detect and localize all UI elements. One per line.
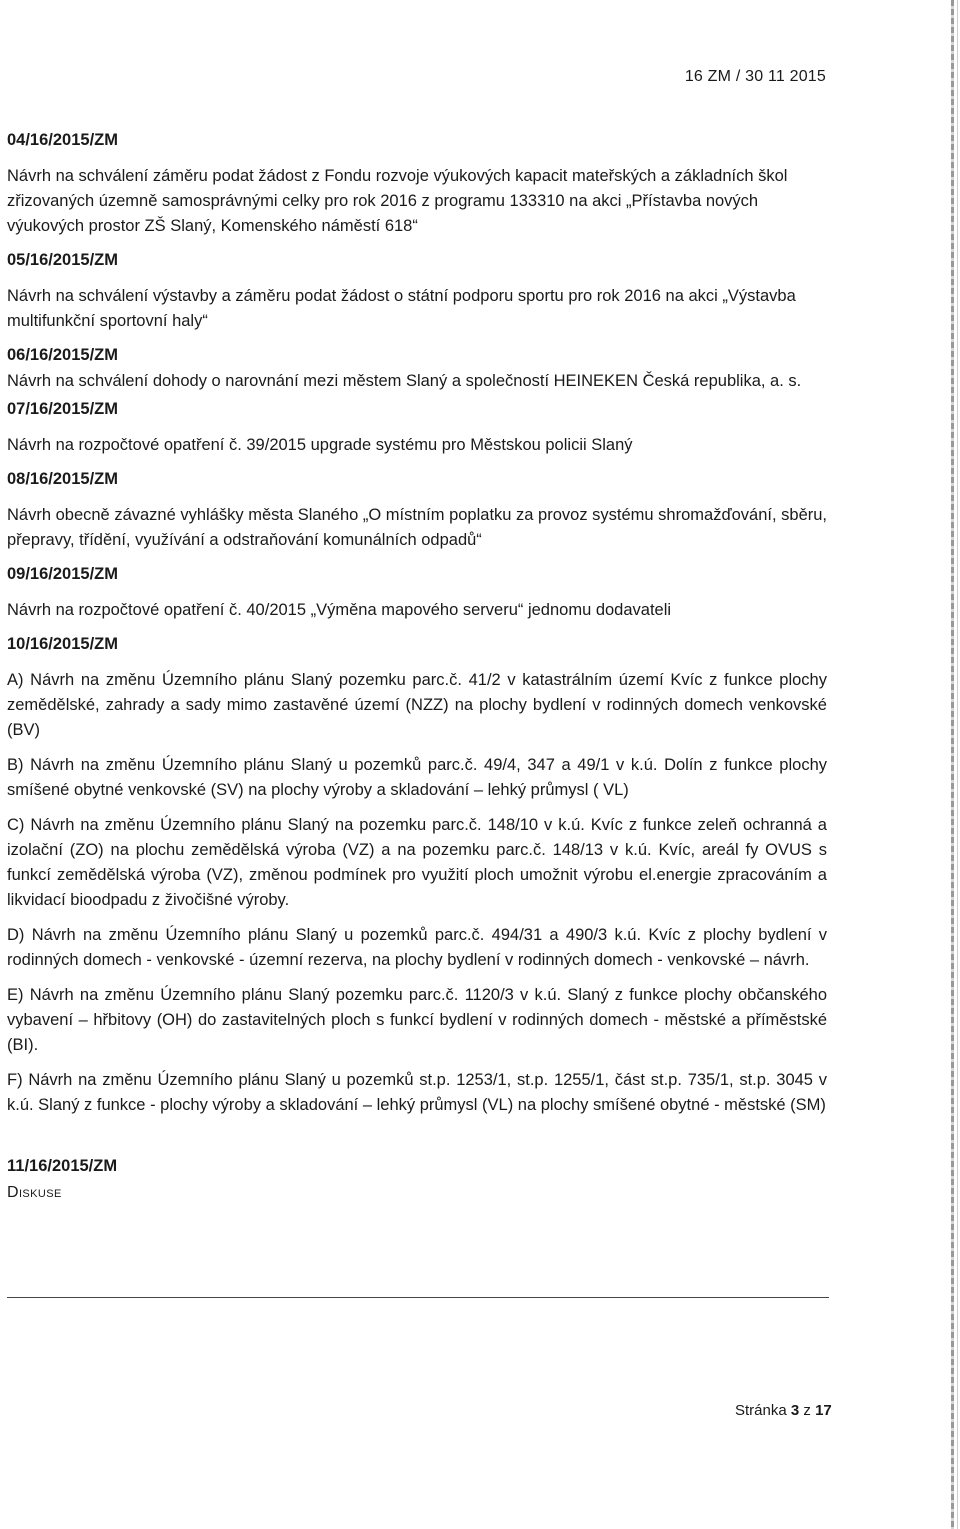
subitem-e: E) Návrh na změnu Územního plánu Slaný pozemku parc.č. 1120/3 v k.ú. Slaný z funkce plochy občanského vybavení – hřbitovy (OH) do zastavitelných ploch s funkcí bydlení v rodinných domech - městské a příměstské (BI). (7, 986, 827, 1054)
item-code: 11/16/2015/ZM (7, 1157, 118, 1175)
page-label: Stránka (735, 1402, 787, 1419)
subitem-d: D) Návrh na změnu Územního plánu Slaný u pozemků parc.č. 494/31 a 490/3 k.ú. Kvíc z plochy bydlení v rodinných domech - venkovské - územní rezerva, na plochy bydlení v rodinných domech - venkovské – návrh. (7, 926, 827, 969)
agenda-item-08 (7, 467, 827, 553)
item-text: Návrh obecně závazné vyhlášky města Slaného „O místním poplatku za provoz systému shromažďování, sběru, přepravy, třídění, využívání a odstraňování komunálních odpadů“ (7, 506, 827, 549)
item-code: 04/16/2015/ZM (7, 131, 118, 149)
item-text: Návrh na rozpočtové opatření č. 40/2015 „Výměna mapového serveru“ jednomu dodavateli (7, 601, 672, 619)
item-code: 05/16/2015/ZM (7, 251, 118, 269)
item-code: 07/16/2015/ZM (7, 400, 118, 418)
scan-edge-line (951, 0, 954, 1529)
item-code: 08/16/2015/ZM (7, 470, 118, 488)
meeting-reference: 16 ZM / 30 11 2015 (684, 68, 826, 85)
page-of: z (803, 1402, 811, 1419)
subitem-c: C) Návrh na změnu Územního plánu Slaný na pozemku parc.č. 148/10 v k.ú. Kvíc z funkce zeleň ochranná a izolační (ZO) na plochu zemědělská výroba (VZ) a na pozemku parc.č. 148/13 v k.ú. Kvíc, areál fy OVUS s funkcí zemědělská výroba (VZ), změnou podmínek pro využití ploch umožnit výrobu el.energie zpracováním a likvidací bioodpadu z živočišné výroby. (7, 816, 827, 909)
subitem-a: A) Návrh na změnu Územního plánu Slaný pozemku parc.č. 41/2 v katastrálním území Kvíc z funkce plochy zemědělské, zahrady a sady mimo zastavěné území (NZZ) na plochy bydlení v rodinných domech venkovské (BV) (7, 671, 827, 739)
subitem-f: F) Návrh na změnu Územního plánu Slaný u pozemků st.p. 1253/1, st.p. 1255/1, část st.p. 735/1, st.p. 3045 v k.ú. Slaný z funkce - plochy výroby a skladování – lehký průmysl (VL) na plochy smíšené obytné - městské (SM) (7, 1071, 827, 1114)
footer-divider (7, 1297, 829, 1298)
item-code: 06/16/2015/ZM (7, 346, 118, 364)
item-text: Návrh na schválení výstavby a záměru podat žádost o státní podporu sportu pro rok 2016 na akci „Výstavba multifunkční sportovní haly“ (7, 287, 796, 330)
item-code: 09/16/2015/ZM (7, 565, 118, 583)
agenda-item-11 (7, 1154, 827, 1205)
item-text: Diskuse (7, 1184, 62, 1201)
scan-edge-line-secondary (957, 0, 958, 1529)
agenda-item-05 (7, 248, 827, 334)
agenda-item-06 (7, 343, 827, 394)
item-code: 10/16/2015/ZM (7, 635, 118, 653)
item-text: Návrh na schválení záměru podat žádost z Fondu rozvoje výukových kapacit mateřských a základních škol zřizovaných územně samosprávnými celky pro rok 2016 z programu 133310 na akci „Přístavba nových výukových prostor ZŠ Slaný, Komenského náměstí 618“ (7, 167, 788, 235)
agenda-item-10 (7, 632, 827, 1118)
item-text: Návrh na rozpočtové opatření č. 39/2015 upgrade systému pro Městskou policii Slaný (7, 436, 633, 454)
agenda-item-04 (7, 128, 827, 239)
page-total: 17 (815, 1402, 832, 1419)
agenda-item-09 (7, 562, 827, 623)
item-text: Návrh na schválení dohody o narovnání mezi městem Slaný a společností HEINEKEN Česká republika, a. s. (7, 372, 802, 390)
subitem-b: B) Návrh na změnu Územního plánu Slaný u pozemků parc.č. 49/4, 347 a 49/1 v k.ú. Dolín z funkce plochy smíšené obytné venkovské (SV) na plochy výroby a skladování – lehký průmysl ( VL) (7, 756, 827, 799)
page-current: 3 (790, 1402, 800, 1419)
agenda-item-07 (7, 397, 827, 458)
page-number (735, 1402, 832, 1419)
agenda-content (7, 128, 827, 1214)
